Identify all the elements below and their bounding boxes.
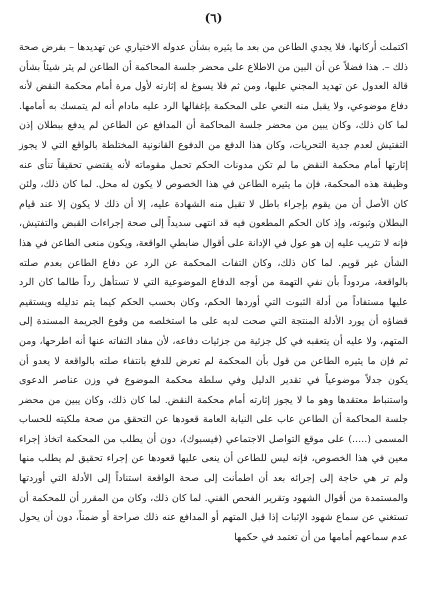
paragraph: اكتملت أركانها، فلا يجدي الطاعن من بعد ما يثيره بشأن عدوله الاختياري عن تهديدها – بفرض صحة ذلك –. هذا فضلاً عن أن البين من الاطلاع على محضر جلسة المحاكمة أن الطاعن لم يثر شيئاً بشأن قالة العدول عن تهديد المجني عليها، ومن ثم فلا يسوغ له إثارته لأول مرة أمام محكمة النقض لأنه دفاع موضوعي، ولا يقبل منه النعي على المحكمة بإغفالها الرد عليه مادام أنه لم يتمسك به أمامها. لما كان ذلك، وكان يبين من محضر جلسة المحاكمة أن المدافع عن الطاعن لم يدفع ببطلان إذن التفتيش لعدم جدية التحريات، وكان هذا الدفع من الدفوع القانونية المختلطة بالواقع التي لا يجوز إثارتها أمام محكمة النقض ما لم تكن مدونات الحكم تحمل مقوماته لأنه يقتضي تحقيقاً تنأى عنه وظيفة هذه المحكمة، فإن ما يثيره الطاعن في هذا الخصوص لا يكون له محل. لما كان ذلك، ولئن كان الأصل أن من يقوم بإجراء باطل لا تقبل منه الشهادة عليه، إلا أن ذلك لا يكون إلا عند قيام البطلان وثبوته، وإذ كان الحكم المطعون فيه قد انتهى سديداً إلى صحة إجراءات القبض والتفتيش، فإنه لا تثريب عليه إن هو عول في الإدانة على أقوال ضابطي الواقعة، ويكون منعى الطاعن في هذا الشأن غير قويم. لما كان ذلك، وكان التفات المحكمة عن الرد عن دفاع الطاعن بعدم صلته بالواقعة، مردوداً بأن نفي التهمة من أوجه الدفاع الموضوعية التي لا تستأهل رداً طالما كان الرد عليها مستفاداً من أدلة الثبوت التي أوردها الحكم، وكان بحسب الحكم كيما يتم تدليله ويستقيم قضاؤه أن يورد الأدلة المنتجة التي صحت لديه على ما استخلصه من وقوع الجريمة المسندة إلى المتهم، ولا عليه أن يتعقبه في كل جزئية من جزئيات دفاعه، لأن مفاد التفاته عنها أنه اطرحها، ومن ثم فإن ما يثيره الطاعن من قول بأن المحكمة لم تعرض للدفع بانتفاء صلته بالواقعة لا يعدو أن يكون جدلاً موضوعياً في تقدير الدليل وفي سلطة محكمة الموضوع في وزن عناصر الدعوى واستنباط معتقدها وهو ما لا يجوز إثارته أمام محكمة النقض. لما كان ذلك، وكان يبين من محضر جلسة المحاكمة أن الطاعن عاب على النيابة العامة قعودها عن التحقق من صحة ملكيته للحساب المسمى (.....) على موقع التواصل الاجتماعي (فيسبوك)، دون أن يطلب من المحكمة اتخاذ إجراء معين في هذا الخصوص، فإنه ليس للطاعن أن ينعى عليها قعودها عن إجراء تحقيق لم يطلب منها ولم تر هي حاجة إلى إجرائه بعد أن اطمأنت إلى صحة الواقعة استناداً إلى الأدلة التي أوردتها والمستمدة من أقوال الشهود وتقرير الفحص الفني. لما كان ذلك، وكان من المقرر أن للمحكمة أن تستغني عن سماع شهود الإثبات إذا قبل المتهم أو المدافع عنه ذلك صراحة أو ضمناً، دون أن يحول عدم سماعهم أمامها من أن تعتمد في حكمها (19, 42, 408, 543)
body-text (19, 38, 408, 547)
page-number: (٦) (204, 11, 223, 25)
